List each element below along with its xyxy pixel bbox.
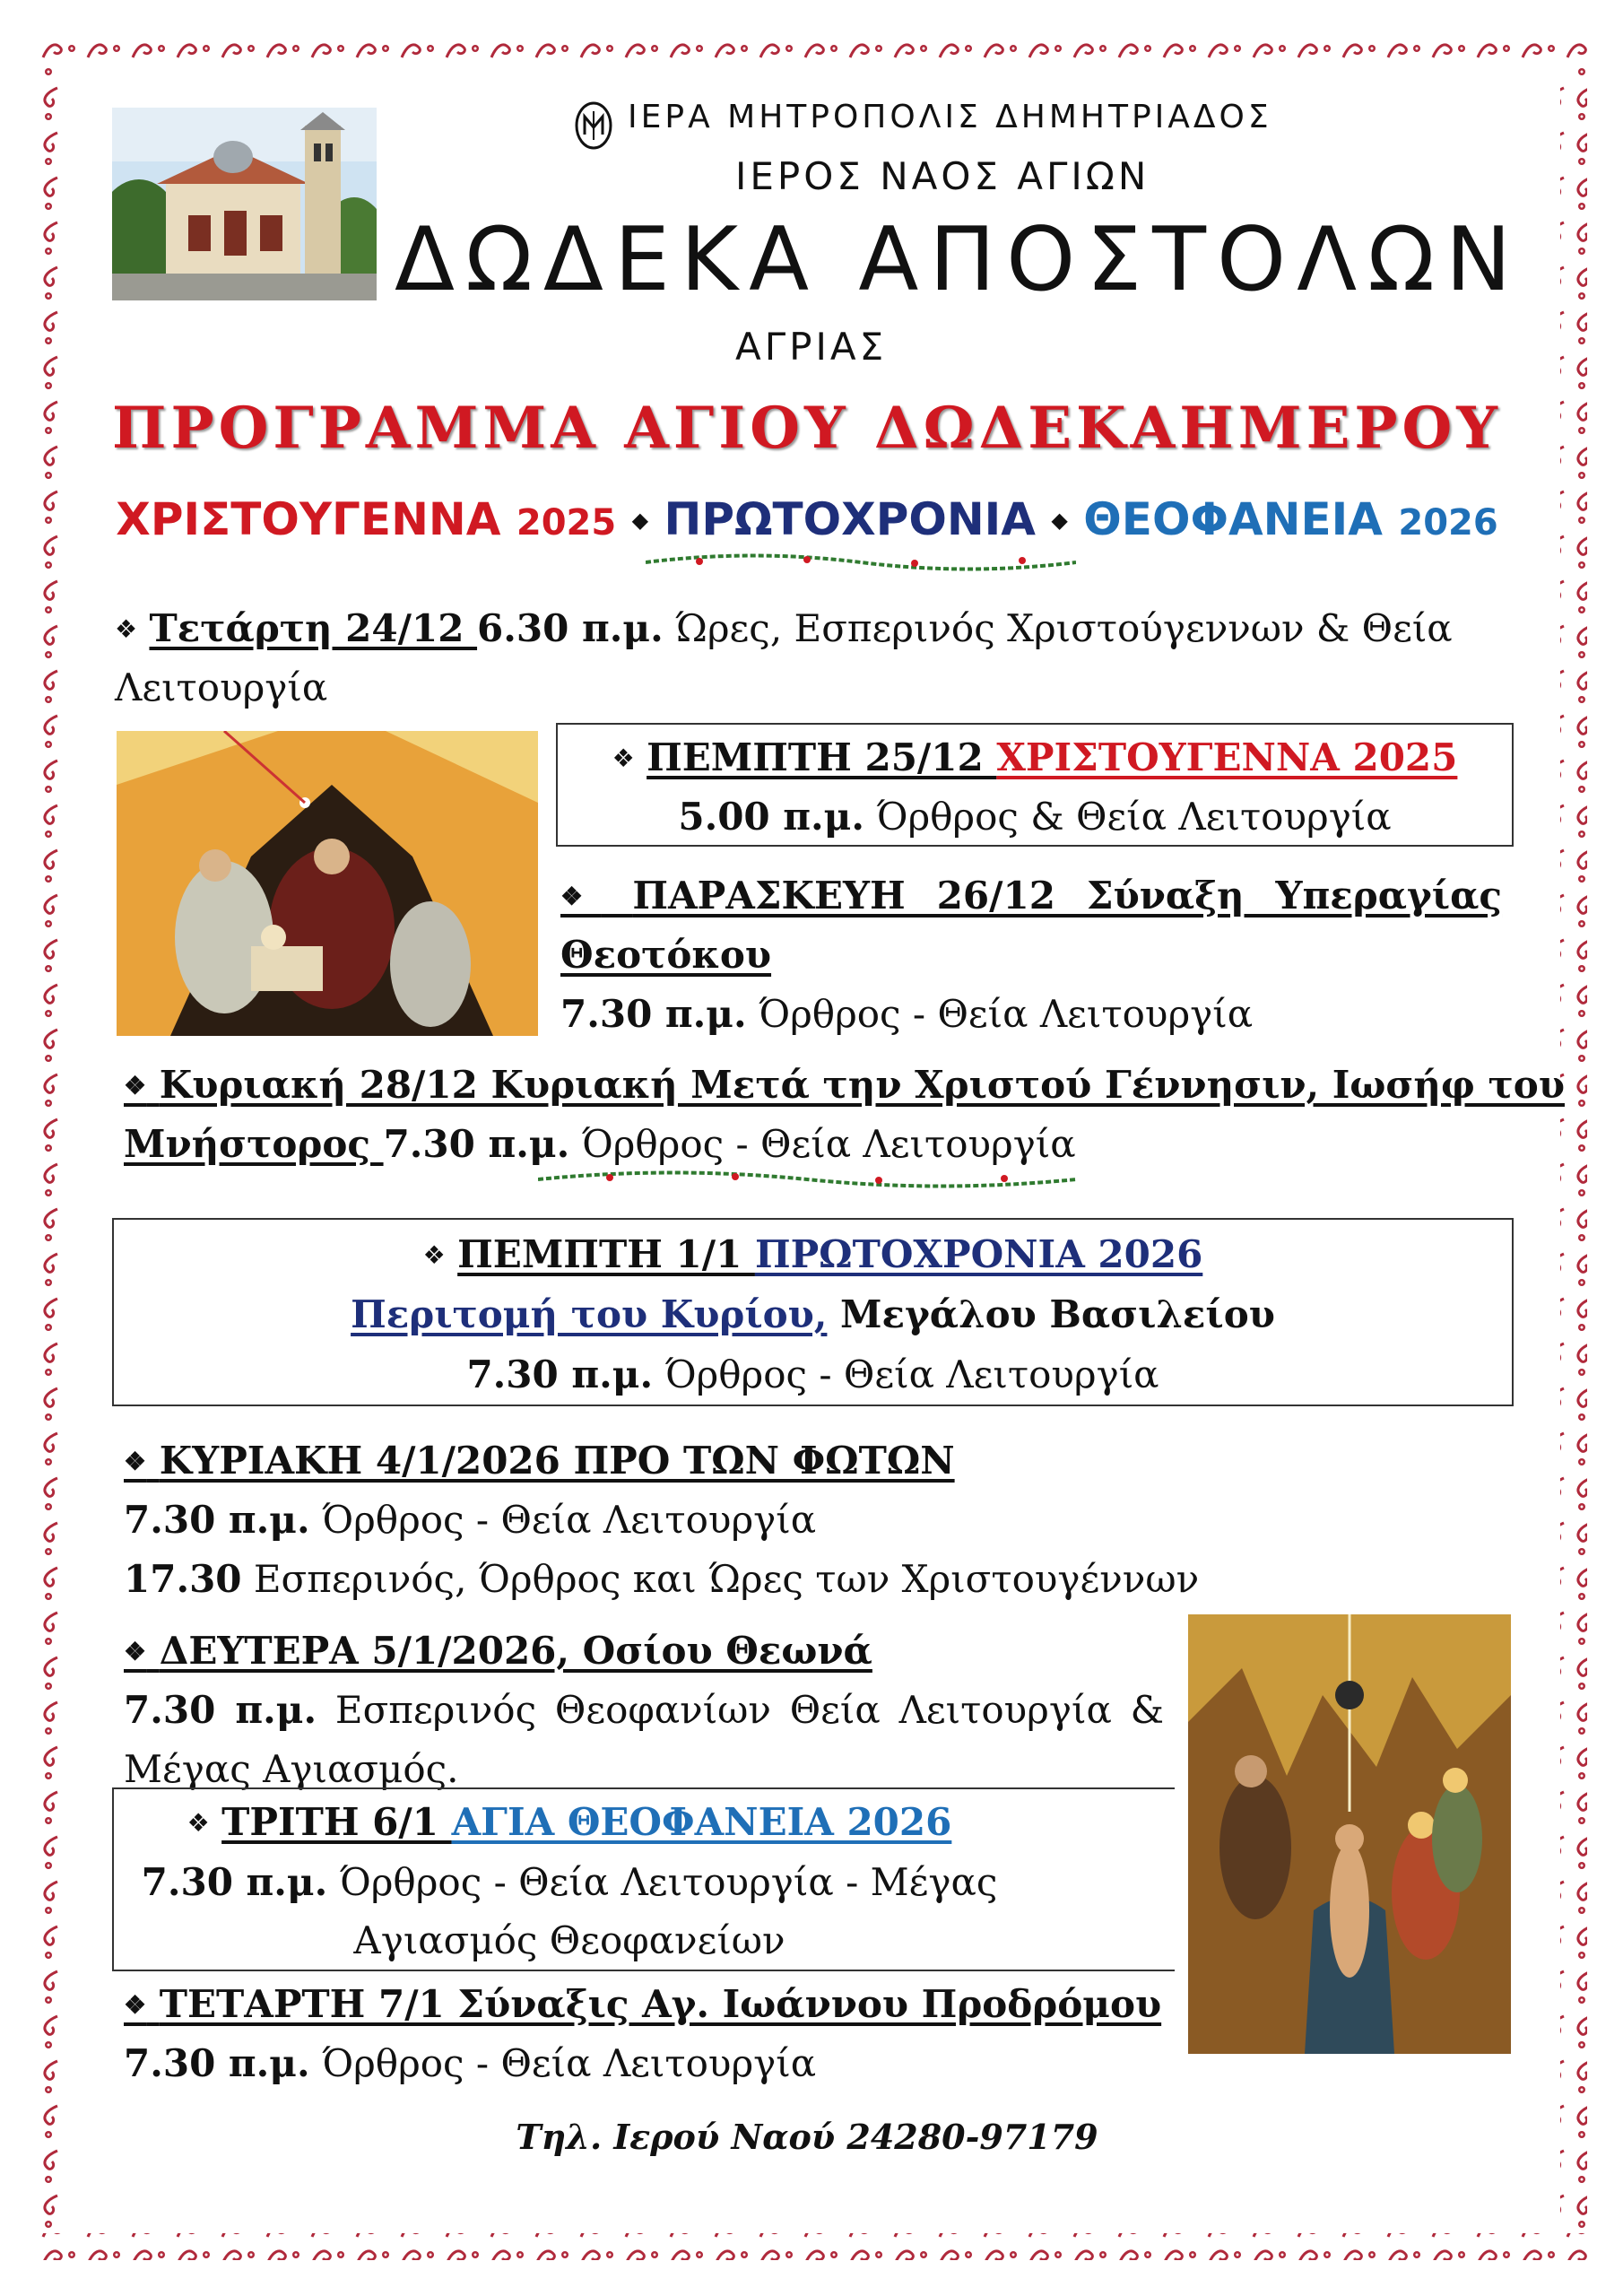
bullet-icon: ❖ <box>422 1240 446 1270</box>
event-4 <box>124 1056 1565 1116</box>
event-3-time: 7.30 π.μ. <box>560 992 747 1036</box>
event-5-saint: Μεγάλου Βασιλείου <box>827 1292 1275 1336</box>
event-5-feast2: Περιτομή του Κυρίου, <box>351 1292 828 1336</box>
bullet-icon: ❖ <box>124 1990 147 2020</box>
event-5 <box>112 1225 1514 1285</box>
event-6-row2 <box>124 1491 816 1550</box>
event-6 <box>124 1431 955 1492</box>
church-photo <box>112 108 377 300</box>
event-6-time: 7.30 π.μ. <box>124 1498 310 1542</box>
footer-phone: Τηλ. Ιερού Ναού 24280-97179 <box>516 2117 1098 2157</box>
event-3-day: ΠΑΡΑΣΚΕΥΗ 26/12 Σύναξη Υπεραγίας <box>632 874 1503 918</box>
event-5-time-row <box>112 1345 1514 1405</box>
bullet-icon: ❖ <box>124 1071 147 1100</box>
metropolis-logo <box>574 100 613 151</box>
event-7 <box>124 1622 872 1682</box>
garland-divider <box>646 549 1076 576</box>
event-3-text: Όρθρος - Θεία Λειτουργία <box>746 992 1254 1036</box>
event-6-time2: 17.30 <box>124 1557 242 1601</box>
event-6-text2: Εσπερινός, Όρθρος και Ώρες των Χριστουγέννων <box>241 1557 1200 1601</box>
bullet-icon: ❖ <box>124 1447 147 1476</box>
event-1-text: Ώρες, Εσπερινός Χριστούγεννων & Θεία <box>663 606 1453 650</box>
event-8-day: ΤΡΙΤΗ 6/1 <box>221 1800 452 1844</box>
event-2 <box>556 728 1514 788</box>
event-8-text: Όρθρος - Θεία Λειτουργία - Μέγας <box>327 1860 998 1904</box>
bullet-icon: ❖ <box>187 1808 210 1838</box>
bullet-icon: ❖ <box>115 614 138 644</box>
event-5-text: Όρθρος - Θεία Λειτουργία <box>653 1352 1159 1396</box>
event-2-text: Όρθρος & Θεία Λειτουργία <box>864 795 1392 839</box>
bullet-icon: ❖ <box>612 744 635 773</box>
event-1-cont: Λειτουργία <box>115 665 328 709</box>
event-7-day: ΔΕΥΤΕΡΑ 5/1/2026, Οσίου Θεωνά <box>159 1629 872 1673</box>
event-7-row2 <box>124 1681 1164 1740</box>
event-9-time: 7.30 π.μ. <box>124 2041 310 2085</box>
theophany-icon <box>1188 1614 1511 2054</box>
event-6-row3 <box>124 1550 1199 1609</box>
event-2-time-row <box>556 787 1514 847</box>
event-8-row3: Αγιασμός Θεοφανείων <box>353 1918 785 1962</box>
event-4-day2: Μνήστορος <box>124 1122 384 1166</box>
event-7-time: 7.30 π.μ. <box>124 1688 317 1732</box>
event-7-row3: Μέγας Αγιασμός. <box>124 1747 459 1791</box>
event-1 <box>115 599 1514 659</box>
event-2-time: 5.00 π.μ. <box>678 795 865 839</box>
newyear-label: ΠΡΩΤΟΧΡΟΝΙΑ <box>664 493 1036 545</box>
event-9 <box>124 1975 1161 2035</box>
bullet-icon: ❖ <box>124 1637 147 1666</box>
nativity-icon <box>117 731 538 1036</box>
event-1-day: Τετάρτη 24/12 <box>149 606 478 650</box>
event-9-day: ΤΕΤΑΡΤΗ 7/1 Σύναξις Αγ. Ιωάννου Προδρόμου <box>159 1982 1162 2026</box>
church-name: ΔΩΔΕΚΑ ΑΠΟΣΤΟΛΩΝ <box>395 209 1523 311</box>
season-subtitle <box>81 493 1533 545</box>
event-3 <box>560 866 1502 926</box>
event-2-day: ΠΕΜΠΤΗ 25/12 <box>647 735 997 779</box>
church-line1: ΙΕΡΟΣ ΝΑΟΣ ΑΓΙΩΝ <box>735 154 1150 198</box>
event-4-text: Όρθρος - Θεία Λειτουργία <box>569 1122 1076 1166</box>
event-9-row2 <box>124 2034 816 2093</box>
event-8-row2 <box>112 1853 1027 1912</box>
event-8-feast: ΑΓΙΑ ΘΕΟΦΑΝΕΙΑ 2026 <box>451 1800 952 1844</box>
program-title: ΠΡΟΓΡΑΜΜΑ ΑΓΙΟΥ ΔΩΔΕΚΑΗΜΕΡΟΥ <box>112 395 1502 462</box>
theophany-year: 2026 <box>1398 502 1498 544</box>
event-6-text: Όρθρος - Θεία Λειτουργία <box>309 1498 817 1542</box>
event-3-time-row <box>560 985 1253 1044</box>
bullet-icon: ❖ <box>560 882 602 911</box>
separator-icon: ◆ <box>631 508 649 533</box>
event-1-time: 6.30 π.μ. <box>477 606 664 650</box>
christmas-label: ΧΡΙΣΤΟΥΓΕΝΝΑ <box>116 493 501 545</box>
theophany-label: ΘΕΟΦΑΝΕΙΑ <box>1083 493 1383 545</box>
event-9-text: Όρθρος - Θεία Λειτουργία <box>309 2041 817 2085</box>
event-6-day: ΚΥΡΙΑΚΗ 4/1/2026 ΠΡΟ ΤΩΝ ΦΩΤΩΝ <box>159 1439 955 1483</box>
christmas-year: 2025 <box>516 502 617 544</box>
metropolis-title: ΙΕΡΑ ΜΗΤΡΟΠΟΛΙΣ ΔΗΜΗΤΡΙΑΔΟΣ <box>628 99 1272 135</box>
event-8-time: 7.30 π.μ. <box>141 1860 328 1904</box>
separator-icon: ◆ <box>1051 508 1068 533</box>
event-5-row2 <box>112 1285 1514 1344</box>
event-8 <box>112 1793 1027 1853</box>
event-3-day2: Θεοτόκου <box>560 933 772 977</box>
event-5-day: ΠΕΜΠΤΗ 1/1 <box>457 1232 755 1276</box>
event-7-text: Εσπερινός Θεοφανίων Θεία Λειτουργία & <box>317 1688 1164 1732</box>
event-2-feast: ΧΡΙΣΤΟΥΓΕΝΝΑ 2025 <box>996 735 1458 779</box>
event-4-time: 7.30 π.μ. <box>383 1122 570 1166</box>
event-4-day: Κυριακή 28/12 Κυριακή Μετά την Χριστού Γέννησιν, Ιωσήφ του <box>159 1063 1565 1107</box>
event-5-time: 7.30 π.μ. <box>466 1352 654 1396</box>
event-5-feast: ΠΡΩΤΟΧΡΟΝΙΑ 2026 <box>754 1232 1203 1276</box>
church-place: ΑΓΡΙΑΣ <box>735 325 888 369</box>
garland-divider <box>538 1166 1076 1193</box>
